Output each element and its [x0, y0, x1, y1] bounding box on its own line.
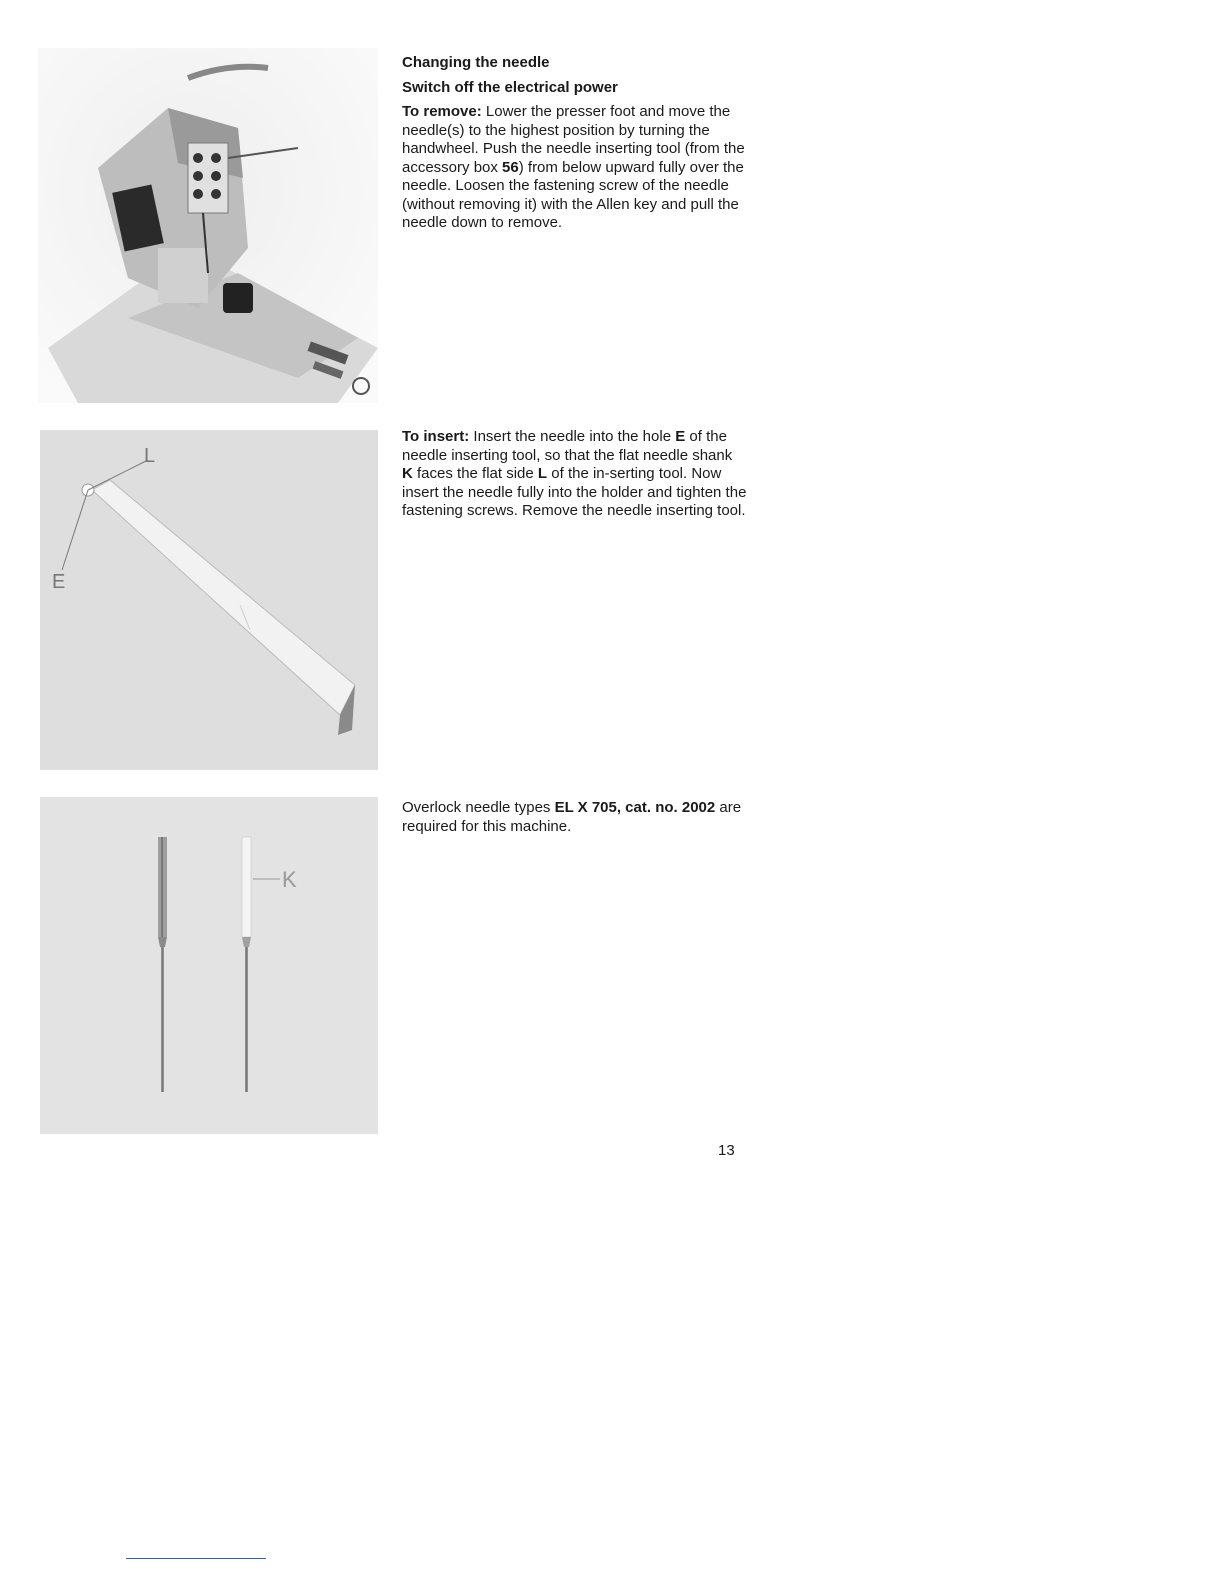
accessory-box-number: 56 — [502, 158, 519, 176]
needle-types-section — [402, 799, 747, 836]
side-label-L: L — [144, 445, 156, 467]
remove-label: To remove: — [402, 103, 482, 120]
needle-types-text: Overlock needle types EL X 705, cat. no. 2002 are required for this machine. — [402, 799, 742, 835]
needle-inserting-tool-photo — [40, 430, 378, 770]
remove-instructions: To remove: Lower the presser foot and move the needle(s) to the highest position by turning the handwheel. Push the needle inserting tool (from the accessory box 56) from below upward fully over the needle. Loosen the fastening screw of the needle (without removing it) with the Allen key and pull the needle down to remove. — [402, 103, 745, 231]
insert-section — [402, 428, 747, 521]
needle-type-code: EL X 705, cat. no. 2002 — [554, 799, 716, 816]
hole-label-E: E — [52, 571, 66, 593]
section-title: Changing the needle — [402, 54, 550, 71]
insert-instructions: To insert: Insert the needle into the hole E of the needle inserting tool, so that the flat needle shank K faces the flat side L of the in-serting tool. Now insert the needle fully into the holder and tighten the fastening screws. Remove the needle inserting tool. — [402, 428, 747, 519]
insert-label: To insert: — [402, 428, 470, 445]
overlock-needles-photo — [40, 797, 378, 1134]
power-warning: Switch off the electrical power — [402, 78, 618, 96]
shank-label-K: K — [282, 867, 297, 892]
page-number: 13 — [718, 1142, 735, 1159]
presser-foot-photo — [38, 48, 378, 403]
footnote-rule — [126, 1558, 266, 1559]
changing-needle-section — [402, 54, 747, 233]
